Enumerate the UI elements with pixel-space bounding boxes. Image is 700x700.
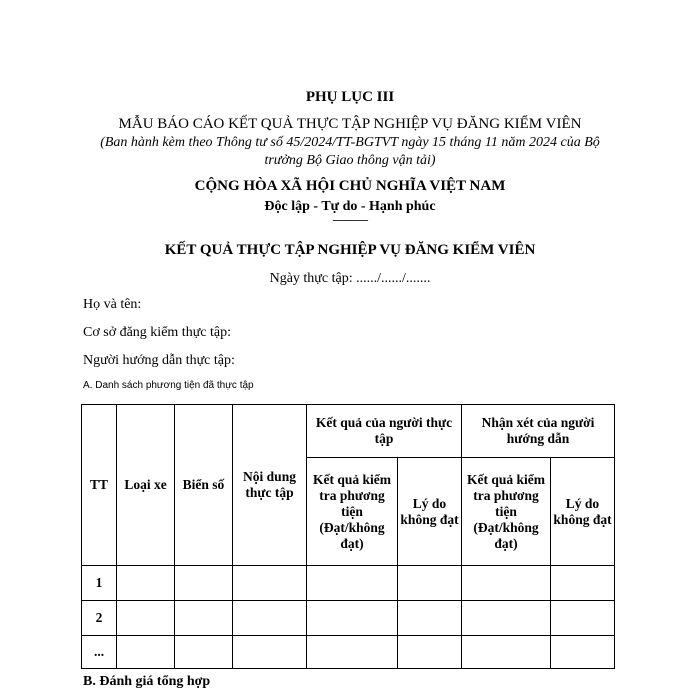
header-plate-number: Biển số xyxy=(175,405,233,566)
report-title: KẾT QUẢ THỰC TẬP NGHIỆP VỤ ĐĂNG KIỂM VIÊN xyxy=(164,242,536,258)
table-cell xyxy=(398,636,462,669)
header-tt: TT xyxy=(82,405,117,566)
table-cell xyxy=(233,636,307,669)
row-number: ... xyxy=(82,636,117,669)
table-cell xyxy=(462,601,551,636)
name-field-label: Họ và tên: xyxy=(83,297,142,312)
table-row xyxy=(82,601,615,636)
vehicle-results-table xyxy=(81,404,615,669)
table-cell xyxy=(117,566,175,601)
motto-underline: --------------- xyxy=(332,215,368,226)
section-a-heading: A. Danh sách phương tiện đã thực tập xyxy=(83,380,254,391)
issued-note: (Ban hành kèm theo Thông tư số 45/2024/TT-BGTVT ngày 15 tháng 11 năm 2024 của Bộ trưởng Bộ Giao thông vận tải) xyxy=(100,135,600,168)
header-trainee-inspection-result: Kết quả kiểm tra phương tiện (Đạt/không đạt) xyxy=(307,458,398,566)
header-vehicle-type: Loại xe xyxy=(117,405,175,566)
table-cell xyxy=(117,601,175,636)
appendix-title: PHỤ LỤC III xyxy=(305,89,395,105)
table-row xyxy=(82,566,615,601)
table-cell xyxy=(307,566,398,601)
table-row xyxy=(82,636,615,669)
row-number: 2 xyxy=(82,601,117,636)
header-supervisor-fail-reason: Lý do không đạt xyxy=(551,458,615,566)
table-cell xyxy=(233,566,307,601)
practice-date: Ngày thực tập: ....../....../....... xyxy=(269,271,431,286)
row-number: 1 xyxy=(82,566,117,601)
form-title: MẪU BÁO CÁO KẾT QUẢ THỰC TẬP NGHIỆP VỤ ĐĂNG KIỂM VIÊN xyxy=(118,116,582,132)
table-cell xyxy=(462,636,551,669)
header-trainee-fail-reason: Lý do không đạt xyxy=(398,458,462,566)
table-cell xyxy=(233,601,307,636)
national-title: CỘNG HÒA XÃ HỘI CHỦ NGHĨA VIỆT NAM xyxy=(194,178,506,194)
header-supervisor-inspection-result: Kết quả kiểm tra phương tiện (Đạt/không đạt) xyxy=(462,458,551,566)
header-trainee-results: Kết quả của người thực tập xyxy=(307,405,462,458)
supervisor-field-label: Người hướng dẫn thực tập: xyxy=(83,353,235,368)
facility-field-label: Cơ sở đăng kiểm thực tập: xyxy=(83,325,231,340)
table-cell xyxy=(175,566,233,601)
table-cell xyxy=(307,636,398,669)
table-cell xyxy=(175,601,233,636)
header-practice-content: Nội dung thực tập xyxy=(233,405,307,566)
section-b-heading: B. Đánh giá tổng hợp xyxy=(83,674,211,689)
table-cell xyxy=(462,566,551,601)
table-cell xyxy=(551,601,615,636)
table-cell xyxy=(307,601,398,636)
table-cell xyxy=(551,566,615,601)
table-cell xyxy=(175,636,233,669)
table-cell xyxy=(117,636,175,669)
table-cell xyxy=(398,601,462,636)
national-motto: Độc lập - Tự do - Hạnh phúc xyxy=(264,199,436,214)
table-cell xyxy=(551,636,615,669)
table-cell xyxy=(398,566,462,601)
header-supervisor-comments: Nhận xét của người hướng dẫn xyxy=(462,405,615,458)
